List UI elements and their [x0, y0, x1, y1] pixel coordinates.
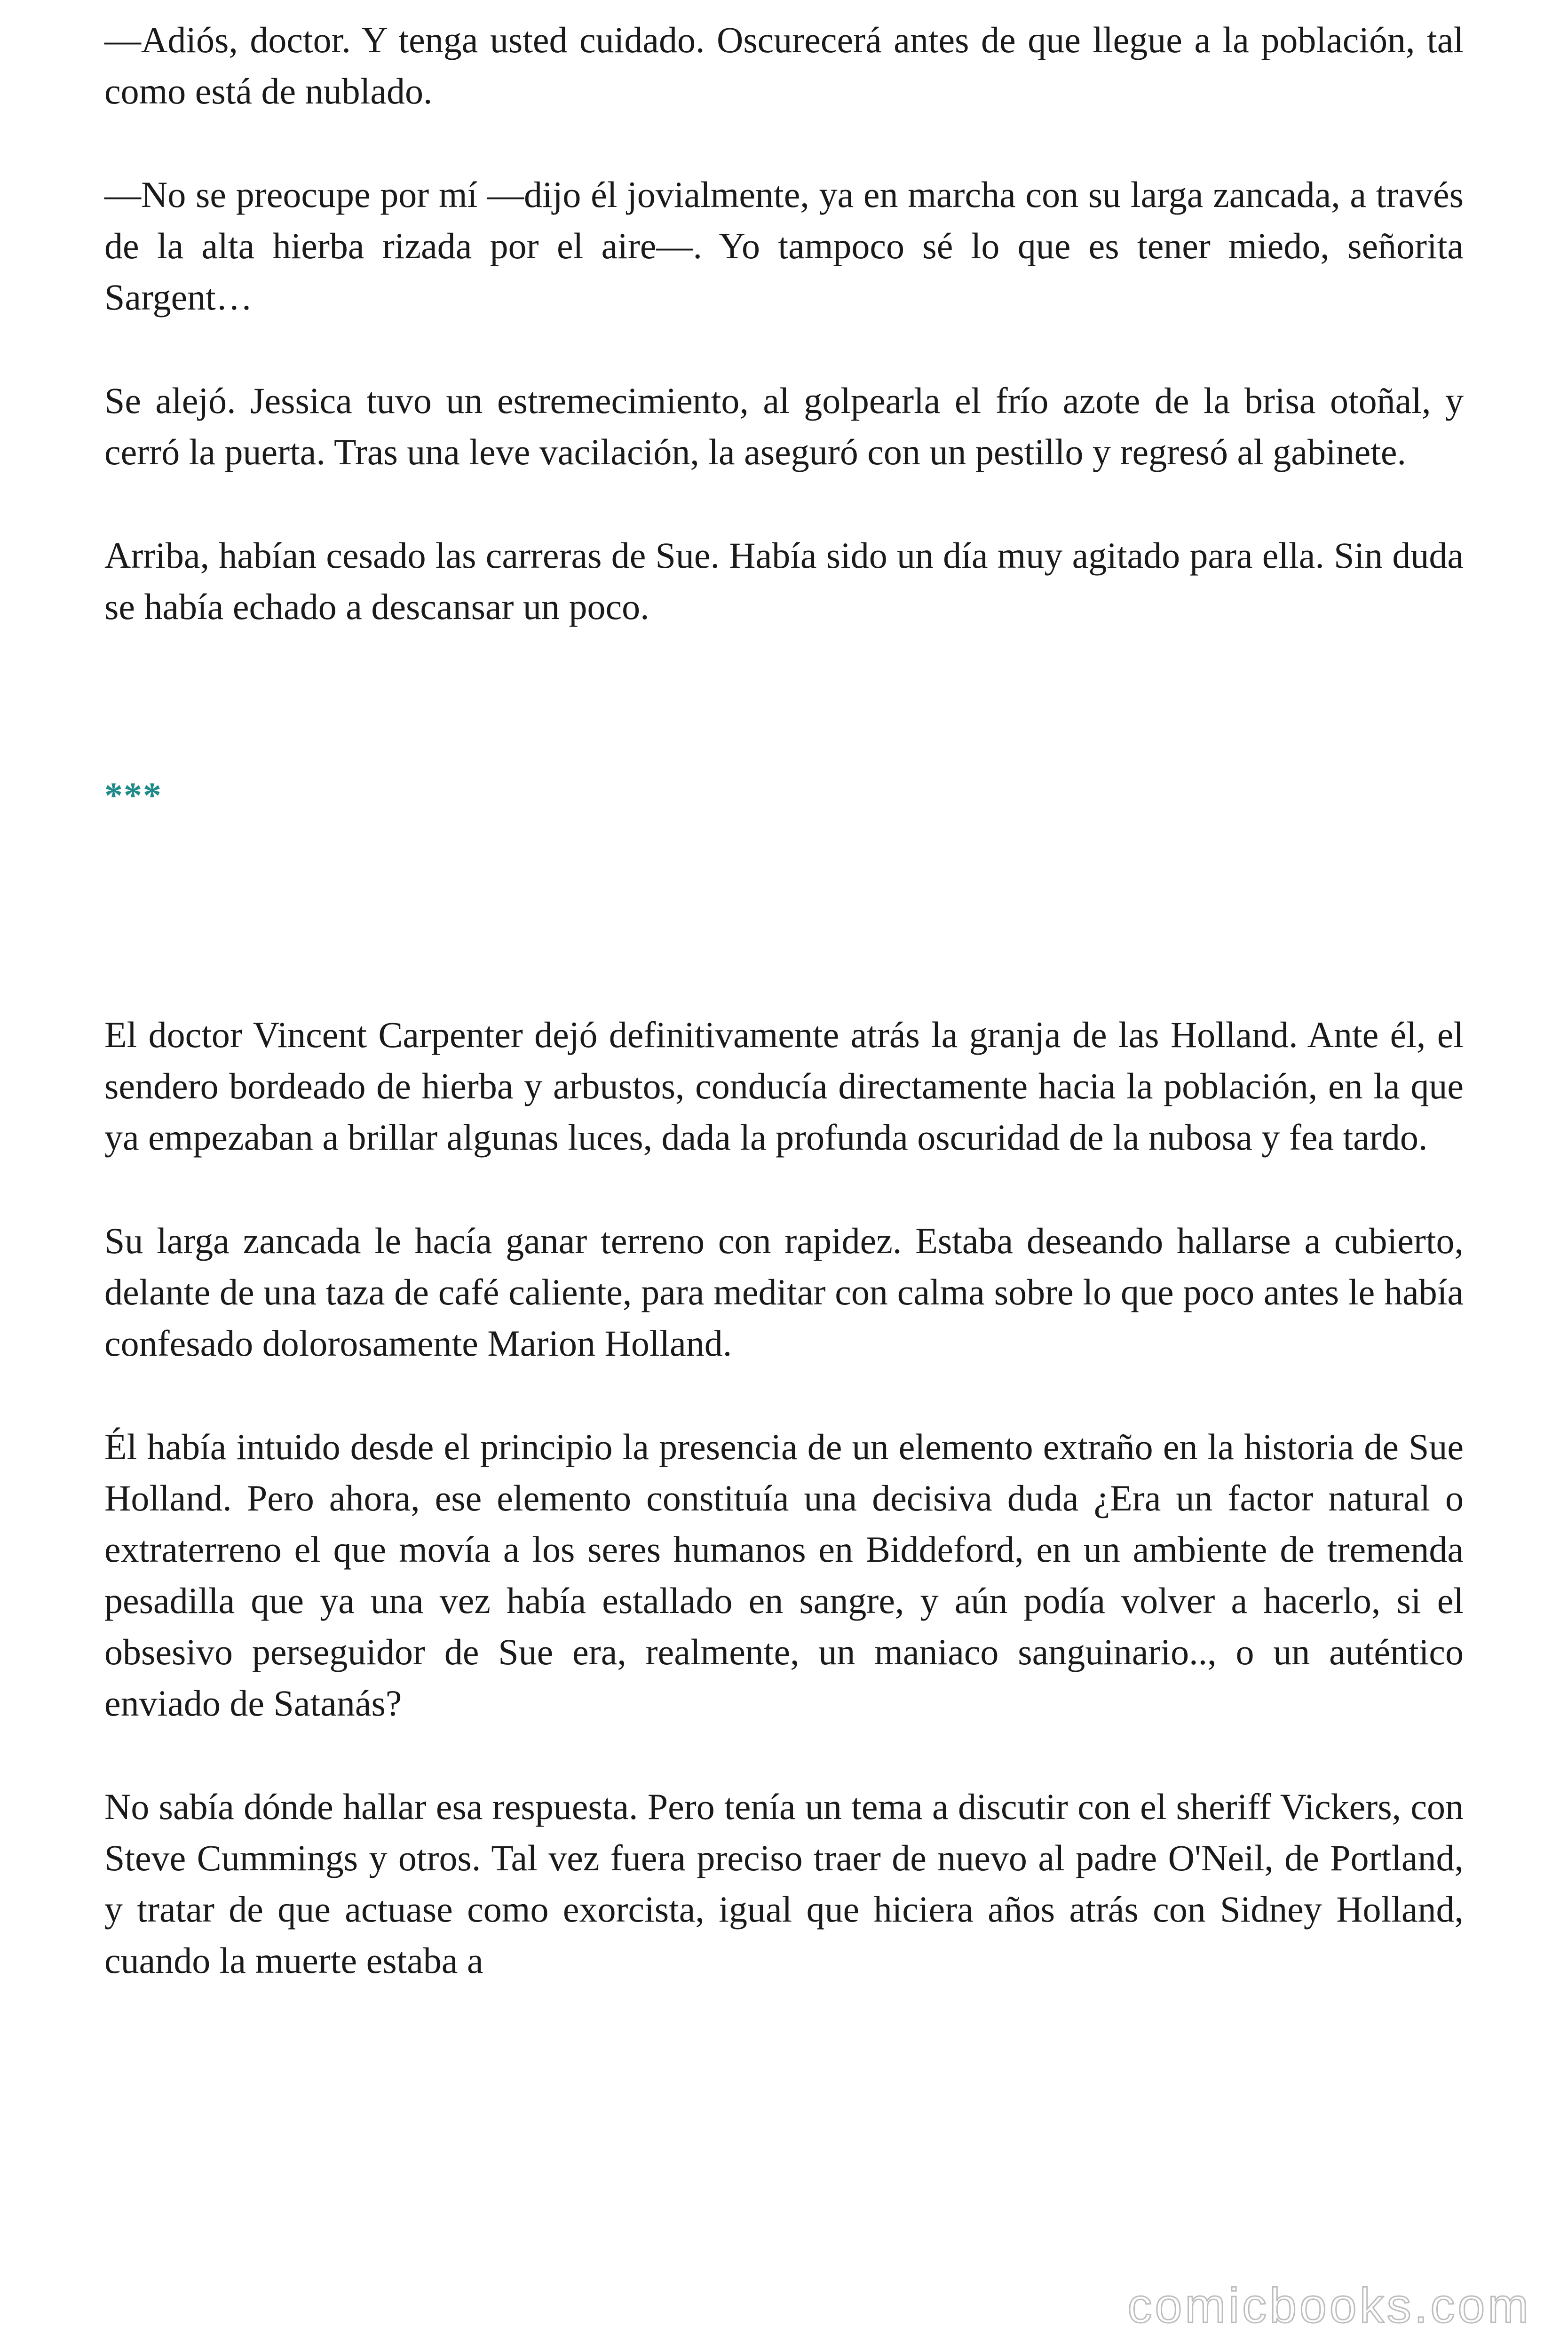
- paragraph: —Adiós, doctor. Y tenga usted cuidado. Oscurecerá antes de que llegue a la población, tal como está de nublado.: [104, 19, 1464, 111]
- paragraph: Se alejó. Jessica tuvo un estremecimiento, al golpearla el frío azote de la brisa otoñal, y cerró la puerta. Tras una leve vacilación, la aseguró con un pestillo y regresó al gabinete.: [104, 380, 1464, 472]
- separator-spacing: [104, 821, 1464, 1009]
- section-separator: ***: [104, 775, 162, 816]
- paragraph: El doctor Vincent Carpenter dejó definitivamente atrás la granja de las Holland. Ante él, el sendero bordeado de hierba y arbustos, conducía directamente hacia la población, en la que ya empezaban a brillar algunas luces, dada la profunda oscuridad de la nubosa y fea tardo.: [104, 1014, 1464, 1158]
- watermark-logo: comicbooks.com: [1127, 2279, 1531, 2333]
- paragraph: Su larga zancada le hacía ganar terreno con rapidez. Estaba deseando hallarse a cubierto, delante de una taza de café caliente, para meditar con calma sobre lo que poco antes le había confesado dolorosamente Marion Holland.: [104, 1220, 1464, 1364]
- paragraph: Él había intuido desde el principio la presencia de un elemento extraño en la historia de Sue Holland. Pero ahora, ese elemento constituía una decisiva duda ¿Era un factor natural o extraterreno el que movía a los seres humanos en Biddeford, en un ambiente de tremenda pesadilla que ya una vez había estallado en sangre, y aún podía volver a hacerlo, si el obsesivo perseguidor de Sue era, realmente, un maniaco sanguinario.., o un auténtico enviado de Satanás?: [104, 1426, 1464, 1724]
- paragraph: —No se preocupe por mí —dijo él jovialmente, ya en marcha con su larga zancada, a través de la alta hierba rizada por el aire—. Yo tampoco sé lo que es tener miedo, señorita Sargent…: [104, 174, 1464, 318]
- paragraph: No sabía dónde hallar esa respuesta. Pero tenía un tema a discutir con el sheriff Vickers, con Steve Cummings y otros. Tal vez fuera preciso traer de nuevo al padre O'Neil, de Portland, y tratar de que actuase como exorcista, igual que hiciera años atrás con Sidney Holland, cuando la muerte estaba a: [104, 1786, 1464, 1981]
- paragraph: Arriba, habían cesado las carreras de Sue. Había sido un día muy agitado para ella. Sin duda se había echado a descansar un poco.: [104, 535, 1464, 627]
- text-column: [104, 14, 1464, 2038]
